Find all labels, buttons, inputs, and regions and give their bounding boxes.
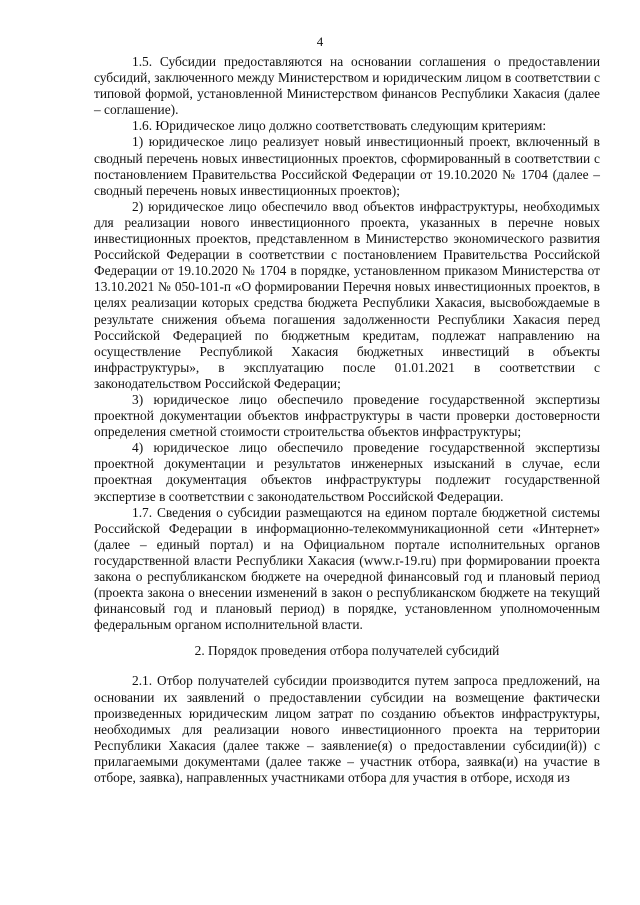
paragraph-1-7: 1.7. Сведения о субсидии размещаются на едином портале бюджетной системы Российской Федерации в информационно-телекоммуникационной сети «Интернет» (далее – единый портал) и на Официальном портале исполнительных органов государственной власти Республики Хакасия (www.r-19.ru) при формировании проекта закона о республиканском бюджете на очередной финансовый год и плановый период (проекта закона о внесении изменений в закон о республиканском бюджете на текущий финансовый год и плановый период) в порядке, установленном уполномоченным федеральным органом исполнительной власти.	[94, 504, 600, 633]
paragraph-1-6: 1.6. Юридическое лицо должно соответствовать следующим критериям:	[132, 118, 547, 134]
criterion-1: 1) юридическое лицо реализует новый инвестиционный проект, включенный в сводный перечень новых инвестиционных проектов, сформированный в соответствии с постановлением Правительства Российской Федерации от 19.10.2020 № 1704 (далее – сводный перечень новых инвестиционных проектов);	[94, 134, 600, 198]
page-number: 4	[316, 34, 324, 49]
criterion-3: 3) юридическое лицо обеспечило проведение государственной экспертизы проектной документации объектов инфраструктуры в части проверки достоверности определения сметной стоимости строительства объектов инфраструктуры;	[94, 391, 600, 440]
section-2-heading: 2. Порядок проведения отбора получателей субсидий	[194, 643, 500, 659]
paragraph-1-5: 1.5. Субсидии предоставляются на основании соглашения о предоставлении субсидий, заключенного между Министерством и юридическим лицом в соответствии с типовой формой, установленной Министерством финансов Республики Хакасия (далее – соглашение).	[94, 54, 600, 118]
criterion-2: 2) юридическое лицо обеспечило ввод объектов инфраструктуры, необходимых для реализации нового инвестиционного проекта, указанных в перечне новых инвестиционных проектов, представленном в Министерство экономического развития Российской Федерации в соответствии с постановлением Правительства Российской Федерации от 19.10.2020 № 1704 в порядке, установленном приказом Министерства от 13.10.2021 № 050-101-п «О формировании Перечня новых инвестиционных проектов, в целях реализации которых средства бюджета Республики Хакасия, высвобождаемые в результате снижения объема погашения задолженности Республики Хакасия перед Российской Федерацией по бюджетным кредитам, подлежат направлению на осуществление Республикой Хакасия бюджетных инвестиций в объекты инфраструктуры», в эксплуатацию после 01.01.2021 в соответствии с законодательством Российской Федерации;	[94, 198, 600, 391]
paragraph-2-1: 2.1. Отбор получателей субсидии производится путем запроса предложений, на основании их заявлений о предоставлении субсидии на возмещение фактически произведенных юридическим лицом затрат по созданию объектов инфраструктуры, необходимых для реализации нового инвестиционного проекта на территории Республики Хакасия (далее также – заявление(я) о предоставлении субсидии(й)) с прилагаемыми документами (далее также – участник отбора, заявка(и) на участие в отборе, заявка), направленных участниками отбора для участия в отборе, исходя из	[94, 673, 600, 786]
criterion-4: 4) юридическое лицо обеспечило проведение государственной экспертизы проектной документации и результатов инженерных изысканий в случае, если проектная документация объектов инфраструктуры подлежит государственной экспертизе в соответствии с законодательством Российской Федерации.	[94, 440, 600, 504]
document-body	[94, 54, 600, 786]
